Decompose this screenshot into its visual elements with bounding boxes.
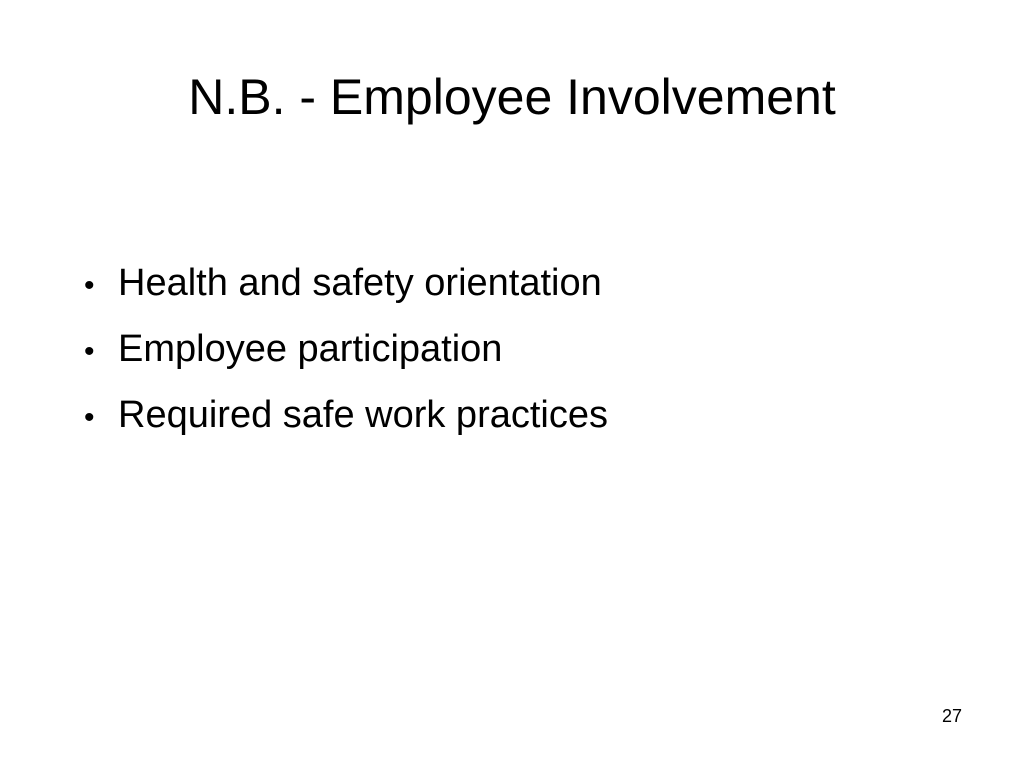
bullet-item	[84, 382, 608, 448]
bullet-point-icon: •	[84, 401, 95, 434]
bullet-text: Health and safety orientation	[118, 262, 602, 304]
page-number: 27	[941, 706, 962, 726]
slide-title: N.B. - Employee Involvement	[188, 69, 836, 125]
bullet-text: Required safe work practices	[118, 394, 608, 436]
bullet-item	[84, 316, 608, 382]
bullet-point-icon: •	[84, 269, 95, 302]
bullet-point-icon: •	[84, 335, 95, 368]
bullet-item	[84, 250, 608, 316]
bullet-text: Employee participation	[118, 328, 503, 370]
bullet-list	[84, 250, 608, 448]
